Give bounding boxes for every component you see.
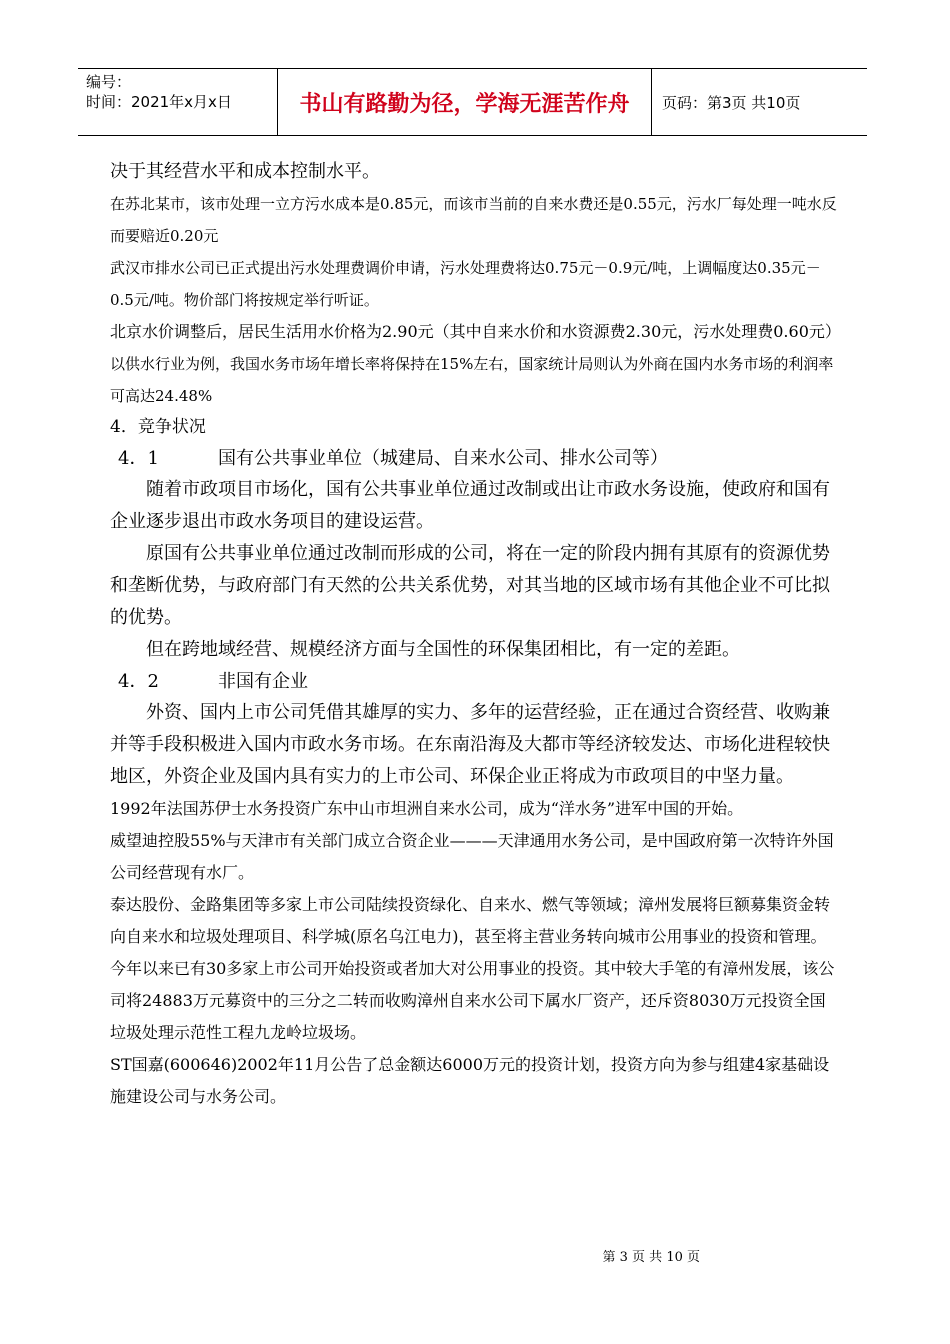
paragraph: 决于其经营水平和成本控制水平。 xyxy=(110,161,380,182)
paragraph: 今年以来已有30多家上市公司开始投资或者加大对公用事业的投资。其中较大手笔的有漳州发展，该公司将24883万元募资中的三分之二转而收购漳州自来水公司下属水厂资产，还斥资8030万元投资全国垃圾处理示范性工程九龙岭垃圾场。 xyxy=(110,959,835,1042)
document-body xyxy=(110,156,840,1113)
header-table xyxy=(78,68,867,136)
paragraph: 北京水价调整后，居民生活用水价格为2.90元（其中自来水价和水资源费2.30元，污水处理费0.60元） xyxy=(110,322,841,341)
paragraph: 原国有公共事业单位通过改制而形成的公司，将在一定的阶段内拥有其原有的资源优势和垄断优势，与政府部门有天然的公共关系优势，对其当地的区域市场有其他企业不可比拟的优势。 xyxy=(110,543,830,628)
paragraph: 威望迪控股55%与天津市有关部门成立合资企业———天津通用水务公司，是中国政府第一次特许外国公司经营现有水厂。 xyxy=(110,831,834,882)
section-4-title: 4．竞争状况 xyxy=(110,417,206,437)
header-meta xyxy=(78,69,278,135)
paragraph: 但在跨地域经营、规模经济方面与全国性的环保集团相比，有一定的差距。 xyxy=(146,639,740,660)
header-motto: 书山有路勤为径，学海无涯苦作舟 xyxy=(278,69,652,135)
paragraph: 武汉市排水公司已正式提出污水处理费调价申请，污水处理费将达0.75元－0.9元/吨，上调幅度达0.35元－0.5元/吨。物价部门将按规定举行听证。 xyxy=(110,259,821,309)
section-4-1-title: 国有公共事业单位（城建局、自来水公司、排水公司等） xyxy=(218,448,668,469)
section-4-1-heading xyxy=(118,443,840,474)
time-label: 时间：2021年x月x日 xyxy=(86,93,232,111)
paragraph: ST国嘉(600646)2002年11月公告了总金额达6000万元的投资计划，投资方向为参与组建4家基础设施建设公司与水务公司。 xyxy=(110,1055,830,1106)
section-4-1-number: 4．1 xyxy=(118,448,159,469)
header-page-info: 页码：第3页 共10页 xyxy=(662,93,801,112)
section-4-2-title: 非国有企业 xyxy=(218,671,308,692)
section-4-2-number: 4．2 xyxy=(118,671,159,692)
paragraph: 在苏北某市，该市处理一立方污水成本是0.85元，而该市当前的自来水费还是0.55元，污水厂每处理一吨水反而要赔近0.20元 xyxy=(110,195,837,245)
page-footer: 第 3 页 共 10 页 xyxy=(602,1250,700,1265)
paragraph: 外资、国内上市公司凭借其雄厚的实力、多年的运营经验，正在通过合资经营、收购兼并等手段积极进入国内市政水务市场。在东南沿海及大都市等经济较发达、市场化进程较快地区，外资企业及国内具有实力的上市公司、环保企业正将成为市政项目的中坚力量。 xyxy=(110,702,830,787)
paragraph: 随着市政项目市场化，国有公共事业单位通过改制或出让市政水务设施，使政府和国有企业逐步退出市政水务项目的建设运营。 xyxy=(110,479,830,532)
paragraph: 泰达股份、金路集团等多家上市公司陆续投资绿化、自来水、燃气等领域；漳州发展将巨额募集资金转向自来水和垃圾处理项目、科学城(原名乌江电力)，甚至将主营业务转向城市公用事业的投资和管理。 xyxy=(110,895,831,946)
paragraph: 以供水行业为例，我国水务市场年增长率将保持在15%左右，国家统计局则认为外商在国内水务市场的利润率可高达24.48% xyxy=(110,355,834,405)
section-4-2-heading xyxy=(118,666,840,697)
paragraph: 1992年法国苏伊士水务投资广东中山市坦洲自来水公司，成为“洋水务”进军中国的开始。 xyxy=(110,799,744,818)
number-label: 编号： xyxy=(86,73,132,91)
